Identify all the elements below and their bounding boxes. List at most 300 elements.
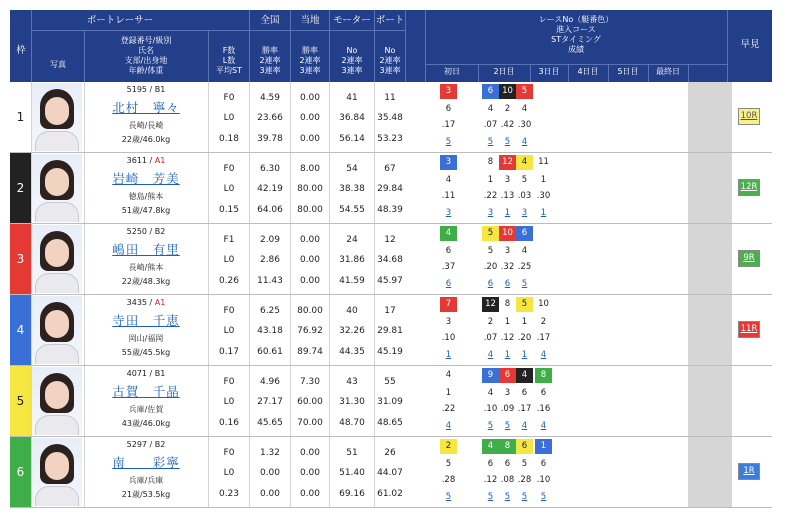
stat-value: L0 (223, 326, 235, 336)
stat-value: 0.00 (259, 489, 281, 499)
stat-value: 80.00 (297, 205, 323, 215)
stat-value: 51.40 (339, 468, 365, 478)
header-national: 全国 (260, 15, 280, 26)
racer-age-weight: 22歳/46.0kg (121, 135, 171, 144)
race-result[interactable]: 5 (487, 421, 494, 431)
stat-value: 0.00 (299, 468, 321, 478)
stat-value: 48.70 (339, 418, 365, 428)
stat-value: 55 (384, 377, 396, 387)
racer-info (85, 224, 207, 294)
course-entry: 6 (521, 388, 528, 398)
national-stats (250, 366, 290, 436)
course-entry: 3 (445, 317, 452, 327)
racer-photo[interactable] (32, 83, 82, 151)
registration-class (85, 369, 207, 378)
local-stats (291, 366, 329, 436)
race-number: 9 (482, 368, 499, 383)
registration-number: 3611 / (126, 156, 155, 165)
stat-value: 0.00 (299, 448, 321, 458)
racer-class: B1 (154, 369, 166, 378)
st-timing: .07 (483, 120, 498, 130)
header-rate-line: 勝率 (262, 46, 278, 55)
st-timing: .30 (517, 120, 532, 130)
racer-branch: 岡山/福岡 (128, 334, 164, 343)
header-no-line: No (346, 46, 358, 55)
race-number: 6 (482, 84, 499, 99)
registration-number: 4071 / (126, 369, 155, 378)
st-timing: .22 (483, 191, 498, 201)
stat-value: 0.00 (299, 93, 321, 103)
header-local: 当地 (300, 15, 320, 26)
stat-value: 23.66 (257, 113, 283, 123)
stat-value: 11 (384, 93, 396, 103)
header-rate-line: 2連率 (259, 56, 281, 65)
st-timing: .28 (441, 475, 456, 485)
header-rate-line: 3連率 (299, 66, 321, 75)
stat-value: F0 (223, 164, 235, 174)
stat-value: 2.09 (259, 235, 281, 245)
registration-class (85, 156, 207, 165)
race-number: 3 (440, 84, 457, 99)
racer-class: B1 (154, 85, 166, 94)
race-result[interactable]: 5 (487, 492, 494, 502)
stat-value: 40 (346, 306, 358, 316)
stat-value: 27.17 (257, 397, 283, 407)
racer-branch: 長崎/熊本 (128, 263, 164, 272)
course-entry: 1 (504, 317, 511, 327)
stat-value: 0.00 (299, 255, 321, 265)
header-day-2: 2日目 (493, 67, 515, 76)
race-number: 6 (516, 439, 533, 454)
header-national-rates (250, 46, 290, 76)
racer-class: A1 (154, 298, 166, 307)
st-timing: .03 (517, 191, 532, 201)
stat-value: L0 (223, 184, 235, 194)
st-timing: .10 (441, 333, 456, 343)
course-entry: 1 (521, 317, 528, 327)
header-day-1: 初日 (444, 67, 460, 76)
stat-value: 44.07 (377, 468, 403, 478)
fl-stats (209, 366, 249, 436)
stat-value: 70.00 (297, 418, 323, 428)
race-number: 1 (535, 439, 552, 454)
header-no-line: 2連率 (341, 56, 363, 65)
stat-value: 45.97 (377, 276, 403, 286)
header-motor-rates (330, 46, 374, 76)
race-number: 4 (516, 155, 533, 170)
st-timing: .11 (441, 191, 456, 201)
racer-row (10, 295, 772, 366)
race-result[interactable]: 5 (445, 492, 452, 502)
stat-value: 76.92 (297, 326, 323, 336)
race-number: 12 (499, 155, 516, 170)
stat-value: 35.48 (377, 113, 403, 123)
motor-stats (330, 295, 374, 365)
header-boat-rates (375, 46, 405, 76)
stat-value: L0 (223, 397, 235, 407)
racer-branch: 徳島/熊本 (128, 192, 164, 201)
stat-value: 44.35 (339, 347, 365, 357)
racer-name-link[interactable]: 寺田 千恵 (112, 313, 180, 328)
header-local-rates (291, 46, 329, 76)
registration-class (85, 440, 207, 449)
header-fl-line: F数 (222, 46, 236, 55)
st-timing: .10 (483, 404, 498, 414)
race-number: 2 (440, 439, 457, 454)
registration-class (85, 85, 207, 94)
stat-value: 0.00 (299, 276, 321, 286)
racer-class: B2 (154, 227, 166, 236)
stat-value: 4.96 (259, 377, 281, 387)
stat-value: 61.02 (377, 489, 403, 499)
stat-value: F0 (223, 377, 235, 387)
stat-value: 0.15 (218, 205, 240, 215)
hayami-race-link[interactable]: 11R (738, 321, 760, 338)
hayami-race-link[interactable]: 9R (738, 250, 760, 267)
race-result[interactable]: 5 (504, 137, 511, 147)
stat-value: 54 (346, 164, 358, 174)
stat-value: 0.26 (218, 276, 240, 286)
course-entry: 3 (504, 175, 511, 185)
racer-photo[interactable] (32, 225, 82, 293)
stat-value: 36.84 (339, 113, 365, 123)
race-result[interactable]: 4 (521, 137, 528, 147)
racer-info (85, 153, 207, 223)
race-number: 6 (516, 226, 533, 241)
racer-age-weight: 21歳/53.5kg (121, 490, 171, 499)
header-day-5: 5日目 (617, 67, 639, 76)
header-day-3: 3日目 (538, 67, 560, 76)
st-timing: .12 (500, 333, 515, 343)
race-result[interactable]: 4 (487, 350, 494, 360)
motor-stats (330, 153, 374, 223)
stat-value: 4.59 (259, 93, 281, 103)
racer-photo[interactable] (32, 367, 82, 435)
course-entry: 6 (445, 104, 452, 114)
racer-age-weight: 22歳/48.3kg (121, 277, 171, 286)
stat-value: 31.86 (339, 255, 365, 265)
race-result[interactable]: 1 (521, 350, 528, 360)
fl-stats (209, 437, 249, 507)
header-rate-line: 2連率 (299, 56, 321, 65)
race-number: 4 (440, 368, 457, 383)
race-result[interactable]: 4 (521, 421, 528, 431)
fl-stats (209, 153, 249, 223)
st-timing: .17 (441, 120, 456, 130)
stat-value: 29.84 (377, 184, 403, 194)
course-entry: 3 (504, 246, 511, 256)
header-no-line: 2連率 (379, 56, 401, 65)
stat-value: 0.00 (299, 489, 321, 499)
registration-number: 3435 / (126, 298, 155, 307)
motor-stats (330, 366, 374, 436)
racer-photo[interactable] (32, 438, 82, 506)
st-timing: .16 (536, 404, 551, 414)
race-number: 8 (482, 155, 499, 170)
header-rate-line: 勝率 (302, 46, 318, 55)
race-number: 4 (516, 368, 533, 383)
header-hayami: 早見 (740, 39, 760, 50)
stat-value: 11.43 (257, 276, 283, 286)
header-fl (209, 46, 249, 76)
stat-value: 41.59 (339, 276, 365, 286)
stat-value: 6.25 (259, 306, 281, 316)
race-result[interactable]: 5 (521, 279, 528, 289)
racer-name-link[interactable]: 岩崎 芳美 (112, 171, 180, 186)
race-result[interactable]: 3 (487, 208, 494, 218)
race-result[interactable]: 5 (445, 137, 452, 147)
stat-value: 89.74 (297, 347, 323, 357)
hayami-race-link[interactable]: 10R (738, 108, 760, 125)
hayami-race-link[interactable]: 1R (738, 463, 760, 480)
registration-number: 5195 / (126, 85, 155, 94)
boat-stats (375, 295, 405, 365)
local-stats (291, 224, 329, 294)
registration-class (85, 298, 207, 307)
racer-name-link[interactable]: 北村 寧々 (112, 100, 180, 115)
racer-name-link[interactable]: 嶋田 有里 (112, 242, 180, 257)
racer-branch: 兵庫/佐賀 (128, 405, 164, 414)
local-stats (291, 437, 329, 507)
stat-value: 2.86 (259, 255, 281, 265)
course-entry: 6 (540, 388, 547, 398)
race-result[interactable]: 6 (445, 279, 452, 289)
header-day-4: 4日目 (577, 67, 599, 76)
racer-photo[interactable] (32, 296, 82, 364)
race-number: 10 (499, 226, 516, 241)
motor-stats (330, 437, 374, 507)
race-result[interactable]: 6 (504, 279, 511, 289)
race-program-table (10, 10, 772, 508)
race-number: 6 (499, 368, 516, 383)
header-reg-line: 支部/出身地 (124, 56, 168, 65)
race-result[interactable]: 5 (487, 137, 494, 147)
header-reg-line: 氏名 (138, 46, 154, 55)
st-timing: .37 (441, 262, 456, 272)
header-fl-line: 平均ST (216, 66, 242, 75)
race-result[interactable]: 5 (504, 492, 511, 502)
stat-value: 24 (346, 235, 358, 245)
stat-value: 80.00 (297, 306, 323, 316)
racer-name-link[interactable]: 南 彩寧 (112, 455, 180, 470)
race-result[interactable]: 1 (445, 350, 452, 360)
racer-info (85, 366, 207, 436)
national-stats (250, 224, 290, 294)
course-entry: 6 (487, 459, 494, 469)
stat-value: 60.61 (257, 347, 283, 357)
stat-value: 48.39 (377, 205, 403, 215)
race-result[interactable]: 4 (540, 421, 547, 431)
race-result[interactable]: 5 (504, 421, 511, 431)
race-number: 4 (440, 226, 457, 241)
boat-stats (375, 82, 405, 152)
course-entry: 5 (445, 459, 452, 469)
header-race-info (426, 15, 726, 55)
st-timing: .32 (500, 262, 515, 272)
stat-value: F0 (223, 306, 235, 316)
stat-value: 39.78 (257, 134, 283, 144)
racer-row (10, 366, 772, 437)
stat-value: 48.65 (377, 418, 403, 428)
boat-stats (375, 224, 405, 294)
waku-number: 3 (10, 224, 31, 294)
registration-class (85, 227, 207, 236)
local-stats (291, 295, 329, 365)
motor-stats (330, 82, 374, 152)
stat-value: 60.00 (297, 397, 323, 407)
st-timing: .12 (483, 475, 498, 485)
stat-value: 42.19 (257, 184, 283, 194)
course-entry: 4 (487, 104, 494, 114)
stat-value: 31.30 (339, 397, 365, 407)
stat-value: 0.00 (299, 134, 321, 144)
race-number: 5 (482, 226, 499, 241)
st-timing: .08 (500, 475, 515, 485)
race-number: 7 (440, 297, 457, 312)
race-number: 5 (516, 297, 533, 312)
stat-value: 0.17 (218, 347, 240, 357)
header-registration (85, 36, 207, 76)
stat-value: 64.06 (257, 205, 283, 215)
race-number: 11 (535, 155, 552, 170)
race-number: 8 (499, 297, 516, 312)
race-result[interactable]: 4 (540, 350, 547, 360)
header-motor: モーター (333, 15, 371, 26)
race-result[interactable]: 3 (445, 208, 452, 218)
stat-value: 12 (384, 235, 396, 245)
boat-stats (375, 437, 405, 507)
course-entry: 4 (521, 104, 528, 114)
course-entry: 4 (487, 388, 494, 398)
course-entry: 4 (445, 175, 452, 185)
stat-value: 69.16 (339, 489, 365, 499)
stat-value: 8.00 (299, 164, 321, 174)
racer-row (10, 153, 772, 224)
fl-stats (209, 295, 249, 365)
racer-photo[interactable] (32, 154, 82, 222)
stat-value: L0 (223, 468, 235, 478)
stat-value: 0.16 (218, 418, 240, 428)
stat-value: 6.30 (259, 164, 281, 174)
st-timing: .17 (517, 404, 532, 414)
waku-number: 6 (10, 437, 31, 507)
stat-value: 67 (384, 164, 396, 174)
national-stats (250, 295, 290, 365)
course-entry: 5 (521, 175, 528, 185)
stat-value: 0.18 (218, 134, 240, 144)
race-result[interactable]: 5 (540, 492, 547, 502)
race-result[interactable]: 6 (487, 279, 494, 289)
race-result[interactable]: 1 (504, 208, 511, 218)
stat-value: 38.38 (339, 184, 365, 194)
national-stats (250, 82, 290, 152)
course-entry: 5 (487, 246, 494, 256)
racer-row (10, 224, 772, 295)
national-stats (250, 153, 290, 223)
stat-value: 51 (346, 448, 358, 458)
header-photo: 写真 (50, 60, 66, 69)
stat-value: 7.30 (299, 377, 321, 387)
st-timing: .25 (517, 262, 532, 272)
stat-value: L0 (223, 255, 235, 265)
racer-info (85, 82, 207, 152)
st-timing: .22 (441, 404, 456, 414)
st-timing: .30 (536, 191, 551, 201)
course-entry: 2 (504, 104, 511, 114)
stat-value: F1 (223, 235, 235, 245)
course-entry: 2 (487, 317, 494, 327)
boat-stats (375, 153, 405, 223)
stat-value: 43.18 (257, 326, 283, 336)
course-entry: 2 (540, 317, 547, 327)
race-result[interactable]: 3 (521, 208, 528, 218)
racer-age-weight: 43歳/46.0kg (121, 419, 171, 428)
fl-stats (209, 82, 249, 152)
racer-row (10, 437, 772, 508)
stat-value: 29.81 (377, 326, 403, 336)
local-stats (291, 82, 329, 152)
racer-info (85, 437, 207, 507)
header-day-final: 最終日 (656, 67, 680, 76)
race-result[interactable]: 1 (504, 350, 511, 360)
race-result[interactable]: 1 (540, 208, 547, 218)
race-number: 8 (535, 368, 552, 383)
race-number: 10 (535, 297, 552, 312)
st-timing: .17 (536, 333, 551, 343)
stat-value: 43 (346, 377, 358, 387)
race-result[interactable]: 4 (445, 421, 452, 431)
registration-number: 5250 / (126, 227, 155, 236)
table-header (10, 10, 772, 82)
st-timing: .20 (483, 262, 498, 272)
race-number: 8 (499, 439, 516, 454)
header-race-line: 進入コース (556, 25, 596, 34)
st-timing: .28 (517, 475, 532, 485)
st-timing: .20 (517, 333, 532, 343)
stat-value: 26 (384, 448, 396, 458)
stat-value: 32.26 (339, 326, 365, 336)
racer-branch: 長崎/長崎 (128, 121, 164, 130)
race-number: 5 (516, 84, 533, 99)
stat-value: 80.00 (297, 184, 323, 194)
header-fl-line: L数 (222, 56, 236, 65)
motor-stats (330, 224, 374, 294)
racer-class: A1 (154, 156, 166, 165)
st-timing: .07 (483, 333, 498, 343)
header-race-line: STタイミング (551, 35, 601, 44)
stat-value: 41 (346, 93, 358, 103)
course-entry: 1 (445, 388, 452, 398)
st-timing: .10 (536, 475, 551, 485)
race-result[interactable]: 5 (521, 492, 528, 502)
waku-number: 4 (10, 295, 31, 365)
course-entry: 6 (504, 459, 511, 469)
hayami-race-link[interactable]: 12R (738, 179, 760, 196)
stat-value: 0.00 (299, 235, 321, 245)
header-waku: 枠 (16, 45, 26, 56)
stat-value: 0.00 (299, 113, 321, 123)
stat-value: 34.68 (377, 255, 403, 265)
race-number: 10 (499, 84, 516, 99)
registration-number: 5297 / (126, 440, 155, 449)
stat-value: L0 (223, 113, 235, 123)
course-entry: 4 (521, 246, 528, 256)
header-race-line: レースNo（艇番色） (538, 15, 614, 24)
fl-stats (209, 224, 249, 294)
waku-number: 2 (10, 153, 31, 223)
racer-name-link[interactable]: 古賀 千晶 (112, 384, 180, 399)
racer-info (85, 295, 207, 365)
